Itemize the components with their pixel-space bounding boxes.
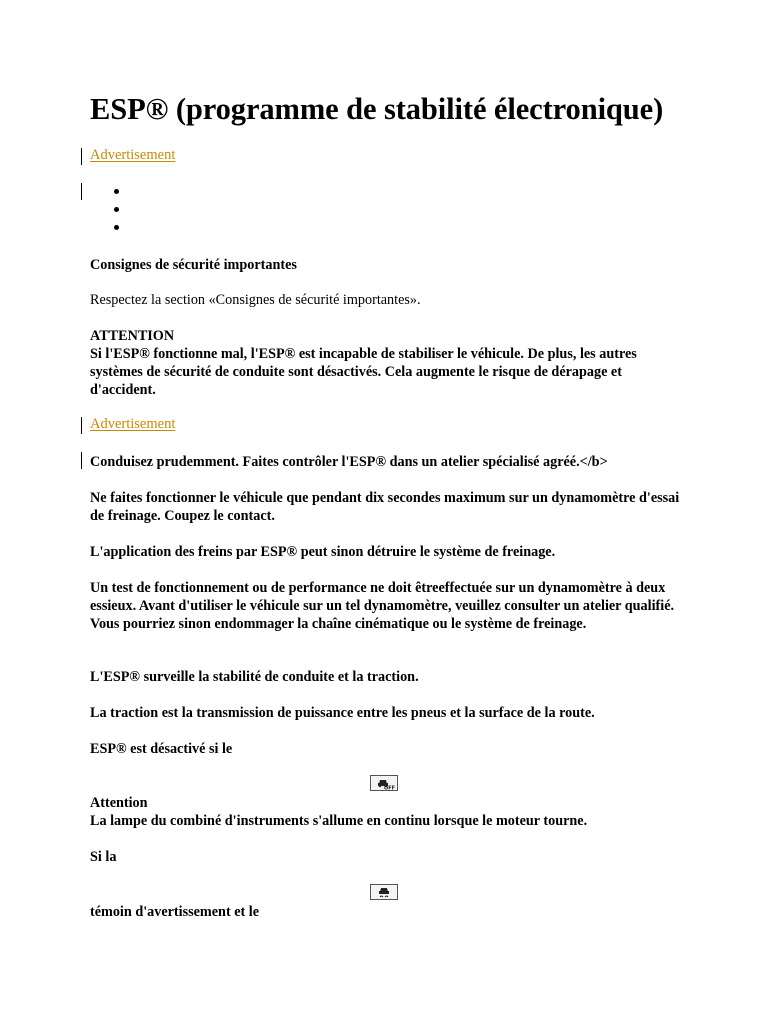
svg-text:OFF: OFF [384,785,396,790]
list-item [90,183,130,201]
esp-warning-icon [370,884,398,900]
advertisement-link-1[interactable]: Advertisement [90,147,176,163]
paragraph-brakes: L'application des freins par ESP® peut sinon détruire le système de freinage. [90,544,556,560]
paragraph-si-la: Si la [90,849,117,865]
bullet-icon [114,207,119,212]
paragraph-test: Un test de fonctionnement ou de performance ne doit êtreeffectuée sur un dynamomètre à deux essieux. Avant d'utiliser le véhicule sur un tel dynamomètre, veuillez consulter un atelier qualifié. Vous pourriez sinon endommager la chaîne cinématique ou le système de freinage. [90,580,675,632]
paragraph-drive-carefully: Conduisez prudemment. Faites contrôler l'ESP® dans un atelier spécialisé agréé.</b> [90,454,608,470]
list-marker [81,183,82,200]
paragraph-monitoring: L'ESP® surveille la stabilité de conduite et la traction. [90,669,419,685]
list-item [90,219,130,237]
paragraph-traction: La traction est la transmission de puissance entre les pneus et la surface de la route. [90,705,595,721]
attention-text: Si l'ESP® fonctionne mal, l'ESP® est incapable de stabiliser le véhicule. De plus, les autres systèmes de sécurité de conduite sont désactivés. Cela augmente le risque de dérapage et d'accident. [90,346,637,398]
bullet-icon [114,225,119,230]
attention2-text: La lampe du combiné d'instruments s'allume en continu lorsque le moteur tourne. [90,813,588,829]
ad-marker-2 [81,417,82,434]
paragraph-esp-disabled: ESP® est désactivé si le [90,741,233,757]
list-item [90,201,130,219]
paragraph-dynamometer: Ne faites fonctionner le véhicule que pendant dix secondes maximum sur un dynamomètre d'essai de freinage. Coupez le contact. [90,490,680,524]
ad-marker-1 [81,148,82,165]
bullet-list [90,183,130,237]
attention-label: ATTENTION [90,328,175,344]
bullet-icon [114,189,119,194]
attention2-label: Attention [90,795,148,811]
paragraph-marker [81,452,82,469]
section-heading-safety: Consignes de sécurité importantes [90,257,297,273]
advertisement-link-2[interactable]: Advertisement [90,416,176,432]
paragraph-warning-lamp: témoin d'avertissement et le [90,904,260,920]
page-title: ESP® (programme de stabilité électronique) [90,92,664,126]
esp-off-icon [370,775,398,791]
safety-reference: Respectez la section «Consignes de sécurité importantes». [90,292,421,308]
